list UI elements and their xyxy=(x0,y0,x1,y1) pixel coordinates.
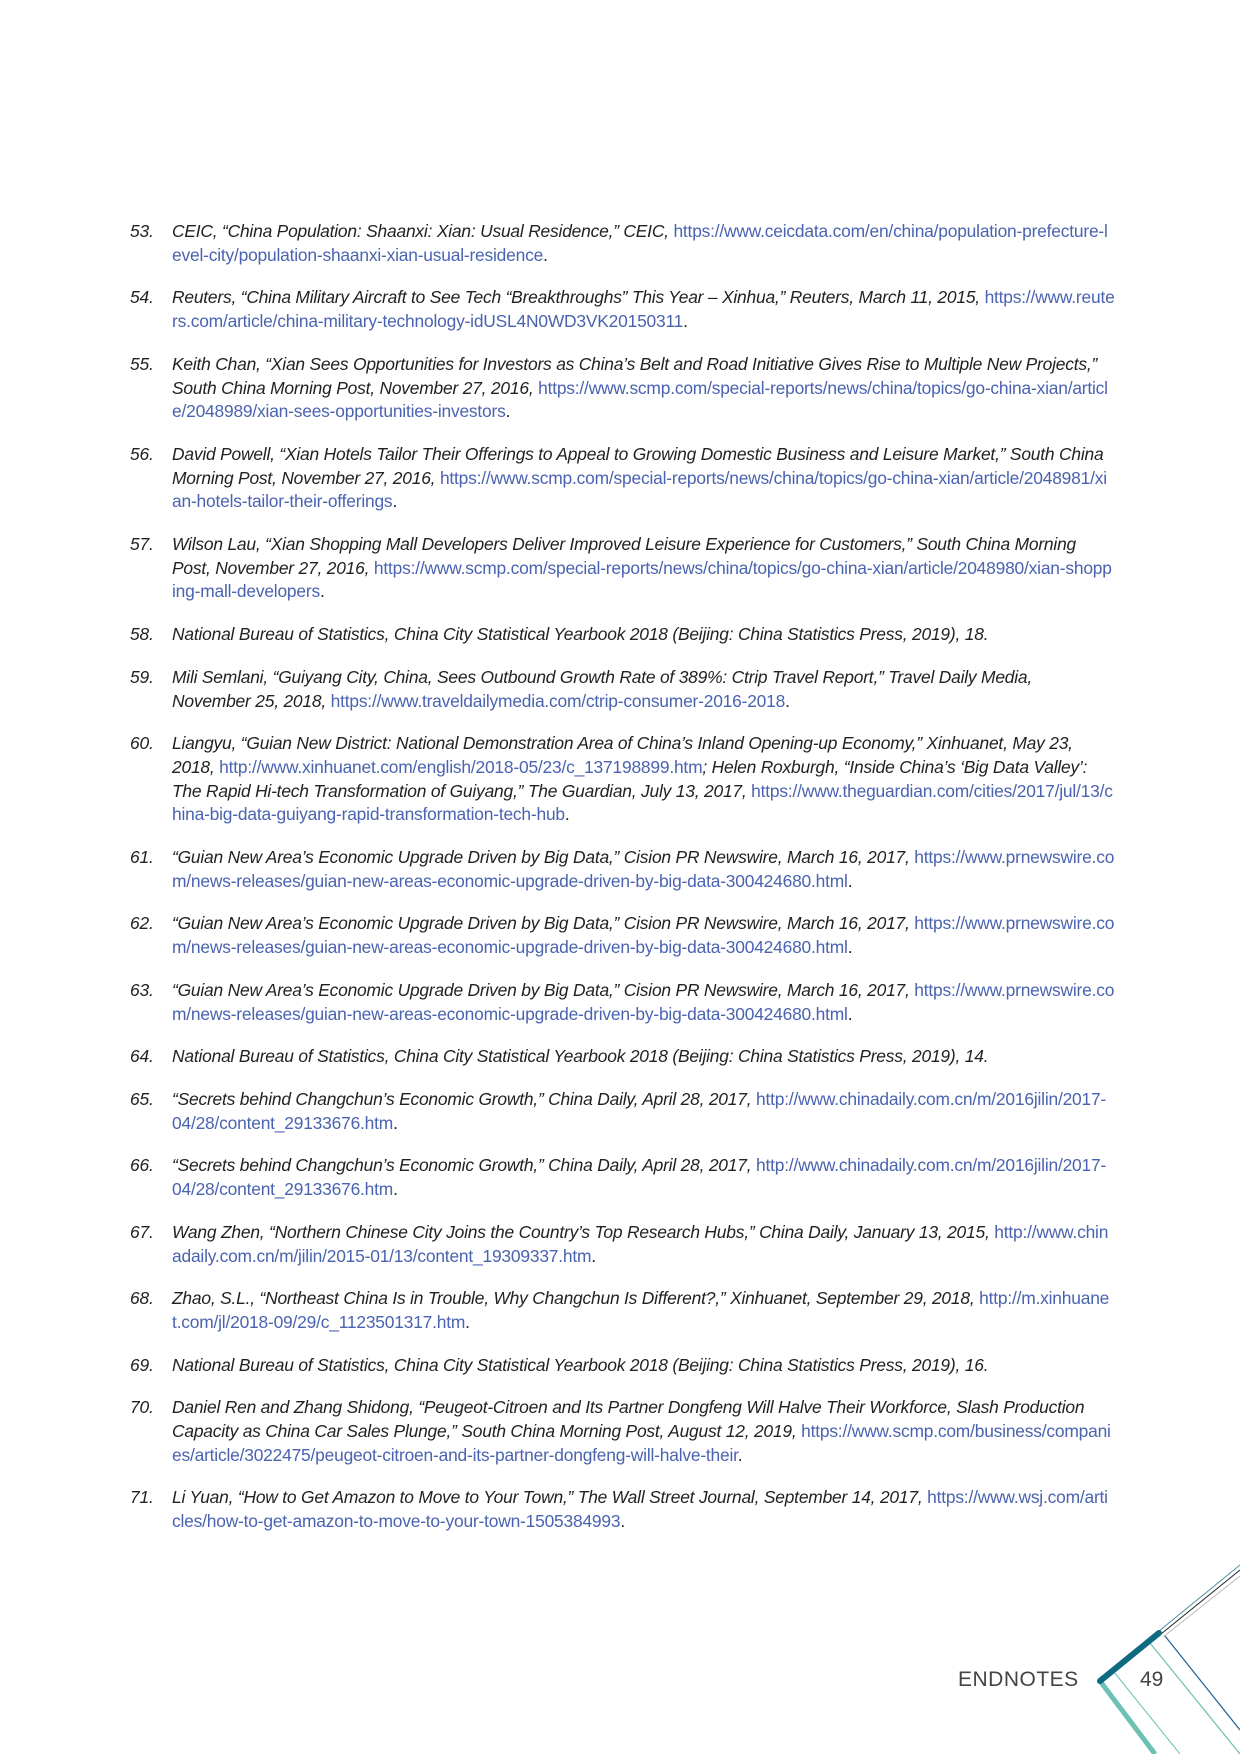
endnote-text: . xyxy=(847,1003,853,1024)
endnote-text: “Guian New Area’s Economic Upgrade Driven by Big Data,” Cision PR Newswire, March 16, 2017, xyxy=(172,979,915,1000)
endnote-text: Li Yuan, “How to Get Amazon to Move to Your Town,” The Wall Street Journal, September 14, 2017, xyxy=(172,1487,928,1508)
endnote-link[interactable]: http://www.xinhuanet.com/english/2018-05/23/c_137198899.htm xyxy=(219,756,703,777)
endnote-text: David Powell, “Xian Hotels Tailor Their Offerings to Appeal to Growing Domestic Business and Leisure Market,” South China Morning Post, November 27, 2016, xyxy=(172,443,1104,488)
endnote-link[interactable]: https://www.prnewswire.com/news-releases/guian-new-areas-economic-upgrade-driven-by-big-data-300424680.html xyxy=(172,979,1115,1024)
endnote-number: 64. xyxy=(130,1046,154,1067)
endnote-link[interactable]: http://www.chinadaily.com.cn/m/2016jilin/2017-04/28/content_29133676.htm xyxy=(172,1155,1107,1200)
endnote-item xyxy=(130,353,1115,424)
endnote-text: Keith Chan, “Xian Sees Opportunities for Investors as China’s Belt and Road Initiative Gives Rise to Multiple New Projects,” South China Morning Post, November 27, 2016, xyxy=(172,353,1098,398)
page-number: 49 xyxy=(1140,1668,1164,1691)
endnote-item xyxy=(130,1045,1115,1069)
endnote-item xyxy=(130,1486,1115,1533)
endnote-text: Wang Zhen, “Northern Chinese City Joins the Country’s Top Research Hubs,” China Daily, January 13, 2015, xyxy=(172,1221,995,1242)
endnote-item xyxy=(130,623,1115,647)
endnote-link[interactable]: https://www.scmp.com/special-reports/news/china/topics/go-china-xian/article/2048981/xian-hotels-tailor-their-offerings xyxy=(172,467,1107,512)
endnote-text: . xyxy=(393,1179,398,1200)
endnote-text: . xyxy=(465,1311,470,1332)
endnote-number: 62. xyxy=(130,913,154,934)
endnote-link[interactable]: http://m.xinhuanet.com/jl/2018-09/29/c_1123501317.htm xyxy=(172,1288,1110,1332)
endnote-item xyxy=(130,1088,1115,1135)
endnote-text: National Bureau of Statistics, China City Statistical Yearbook 2018 (Beijing: China Statistics Press, 2019), 14. xyxy=(172,1046,989,1067)
endnote-text: Reuters, “China Military Aircraft to See Tech “Breakthroughs” This Year – Xinhua,” Reuters, March 11, 2015, xyxy=(172,287,985,308)
endnote-text: . xyxy=(620,1511,625,1532)
endnote-item xyxy=(130,666,1115,713)
endnote-item xyxy=(130,1354,1115,1378)
endnote-item xyxy=(130,1221,1115,1268)
endnote-text: Mili Semlani, “Guiyang City, China, Sees Outbound Growth Rate of 389%: Ctrip Travel Report,” Travel Daily Media, November 25, 2018, xyxy=(172,666,1033,711)
endnote-link[interactable]: https://www.theguardian.com/cities/2017/jul/13/china-big-data-guiyang-rapid-transformation-tech-hub xyxy=(172,780,1113,825)
endnote-text: National Bureau of Statistics, China City Statistical Yearbook 2018 (Beijing: China Statistics Press, 2019), 18. xyxy=(172,624,989,645)
endnote-item xyxy=(130,1154,1115,1201)
endnote-number: 55. xyxy=(130,353,154,374)
endnote-text: . xyxy=(393,1112,398,1133)
endnotes-list xyxy=(130,220,1115,1553)
endnote-link[interactable]: https://www.scmp.com/special-reports/news/china/topics/go-china-xian/article/2048980/xian-shopping-mall-developers xyxy=(172,557,1112,602)
endnote-number: 71. xyxy=(130,1487,154,1508)
endnote-link[interactable]: https://www.scmp.com/special-reports/news/china/topics/go-china-xian/article/2048989/xian-sees-opportunities-investors xyxy=(172,377,1108,422)
endnote-item xyxy=(130,979,1115,1026)
endnote-number: 63. xyxy=(130,979,154,1000)
endnote-text: “Guian New Area’s Economic Upgrade Driven by Big Data,” Cision PR Newswire, March 16, 2017, xyxy=(172,847,915,868)
endnote-number: 58. xyxy=(130,624,154,645)
endnote-link[interactable]: https://www.reuters.com/article/china-military-technology-idUSL4N0WD3VK20150311 xyxy=(172,287,1115,332)
endnote-text: . xyxy=(319,581,325,602)
endnote-number: 70. xyxy=(130,1397,154,1418)
endnote-number: 60. xyxy=(130,733,154,754)
endnote-number: 54. xyxy=(130,287,154,308)
endnote-text: . xyxy=(505,401,511,422)
endnote-number: 69. xyxy=(130,1354,154,1375)
endnote-text: Daniel Ren and Zhang Shidong, “Peugeot-Citroen and Its Partner Dongfeng Will Halve Their Workforce, Slash Production Capacity as China Car Sales Plunge,” South China Morning Post, August 12, 2019, xyxy=(172,1397,1085,1442)
endnote-item xyxy=(130,912,1115,959)
endnote-text: CEIC, “China Population: Shaanxi: Xian: Usual Residence,” CEIC, xyxy=(172,221,674,241)
endnote-number: 65. xyxy=(130,1088,154,1109)
endnote-text: . xyxy=(737,1444,743,1465)
endnote-item xyxy=(130,286,1115,333)
endnote-number: 53. xyxy=(130,221,154,241)
endnote-text: Wilson Lau, “Xian Shopping Mall Developers Deliver Improved Leisure Experience for Customers,” South China Morning Post, November 27, 2016, xyxy=(172,534,1077,578)
endnote-text: Liangyu, “Guian New District: National Demonstration Area of China’s Inland Opening-up Economy,” Xinhuanet, May 23, 2018, xyxy=(172,733,1073,777)
endnote-text: . xyxy=(847,870,853,891)
endnote-text: ; Helen Roxburgh, “Inside China’s ‘Big Data Valley’: The Rapid Hi-tech Transformation of Guiyang,” The Guardian, July 13, 2017, xyxy=(172,756,1088,801)
endnote-text: . xyxy=(785,690,790,711)
endnote-text: Zhao, S.L., “Northeast China Is in Trouble, Why Changchun Is Different?,” Xinhuanet, September 29, 2018, xyxy=(172,1288,980,1309)
endnote-link[interactable]: https://www.ceicdata.com/en/china/population-prefecture-level-city/population-shaanxi-xian-usual-residence xyxy=(172,221,1108,265)
endnote-link[interactable]: https://www.wsj.com/articles/how-to-get-amazon-to-move-to-your-town-1505384993 xyxy=(172,1487,1108,1532)
endnote-number: 57. xyxy=(130,534,154,555)
endnote-text: . xyxy=(564,804,570,825)
corner-lines xyxy=(1100,1565,1240,1754)
endnote-text: National Bureau of Statistics, China City Statistical Yearbook 2018 (Beijing: China Statistics Press, 2019), 16. xyxy=(172,1354,989,1375)
endnote-item xyxy=(130,1287,1115,1334)
endnote-item xyxy=(130,220,1115,267)
endnote-item xyxy=(130,443,1115,514)
endnote-text: “Guian New Area’s Economic Upgrade Driven by Big Data,” Cision PR Newswire, March 16, 2017, xyxy=(172,913,915,934)
endnote-number: 67. xyxy=(130,1221,154,1242)
section-label: ENDNOTES xyxy=(958,1668,1079,1691)
endnote-link[interactable]: http://www.chinadaily.com.cn/m/2016jilin/2017-04/28/content_29133676.htm xyxy=(172,1088,1107,1133)
endnote-number: 68. xyxy=(130,1288,154,1309)
endnote-text: . xyxy=(392,491,398,512)
endnote-link[interactable]: http://www.chinadaily.com.cn/m/jilin/2015-01/13/content_19309337.htm xyxy=(172,1221,1109,1266)
endnote-link[interactable]: https://www.prnewswire.com/news-releases/guian-new-areas-economic-upgrade-driven-by-big-data-300424680.html xyxy=(172,847,1115,891)
endnote-text: “Secrets behind Changchun’s Economic Growth,” China Daily, April 28, 2017, xyxy=(172,1155,756,1176)
endnote-text: . xyxy=(683,311,688,332)
endnote-link[interactable]: https://www.scmp.com/business/companies/article/3022475/peugeot-citroen-and-its-partner-dongfeng-will-halve-their xyxy=(172,1421,1111,1465)
endnote-text: “Secrets behind Changchun’s Economic Growth,” China Daily, April 28, 2017, xyxy=(172,1088,756,1109)
endnote-text: . xyxy=(847,937,853,958)
endnote-link[interactable]: https://www.prnewswire.com/news-releases/guian-new-areas-economic-upgrade-driven-by-big-data-300424680.html xyxy=(172,913,1115,958)
endnote-number: 66. xyxy=(130,1155,154,1176)
endnote-number: 61. xyxy=(130,847,154,868)
endnote-item xyxy=(130,1396,1115,1467)
endnote-item xyxy=(130,732,1115,827)
endnote-number: 59. xyxy=(130,666,154,687)
endnote-text: . xyxy=(543,244,548,265)
endnote-text: . xyxy=(591,1245,596,1266)
endnote-item xyxy=(130,533,1115,604)
endnote-item xyxy=(130,846,1115,893)
endnote-link[interactable]: https://www.traveldailymedia.com/ctrip-consumer-2016-2018 xyxy=(330,690,786,711)
endnote-number: 56. xyxy=(130,443,154,464)
